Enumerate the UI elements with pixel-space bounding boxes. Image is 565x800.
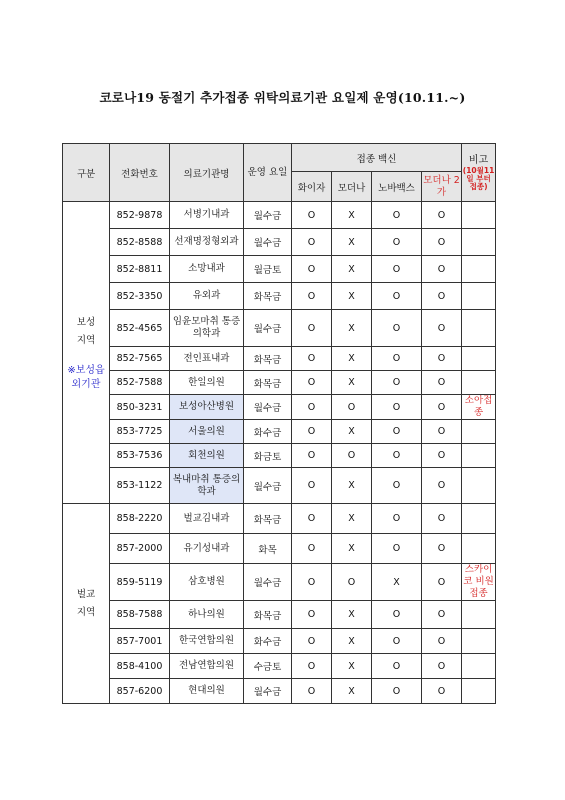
moderna-mark: X (332, 629, 372, 654)
pfizer-mark: O (292, 504, 332, 534)
novavax-mark: O (372, 654, 422, 679)
moderna-mark: X (332, 202, 372, 229)
moderna-mark: O (332, 564, 372, 601)
pfizer-mark: O (292, 310, 332, 347)
remark-cell (462, 601, 496, 629)
novavax-mark: O (372, 347, 422, 371)
moderna-bivalent-mark: O (422, 371, 462, 395)
table-row (63, 504, 496, 534)
table-row (63, 347, 496, 371)
remark-cell (462, 468, 496, 504)
moderna-mark: X (332, 229, 372, 256)
days-cell: 월수금 (244, 395, 292, 420)
table-row (63, 444, 496, 468)
remark-cell (462, 629, 496, 654)
clinic-name-cell: 소망내과 (170, 256, 244, 283)
novavax-mark: O (372, 601, 422, 629)
remark-cell (462, 347, 496, 371)
clinic-name-cell: 회천의원 (170, 444, 244, 468)
header-moderna-bivalent: 모더나 2가 (422, 172, 462, 202)
moderna-mark: O (332, 444, 372, 468)
region-cell (63, 504, 110, 704)
clinic-name-cell: 선재명정형외과 (170, 229, 244, 256)
pfizer-mark: O (292, 202, 332, 229)
moderna-bivalent-mark: O (422, 229, 462, 256)
phone-cell: 858-4100 (110, 654, 170, 679)
days-cell: 화목금 (244, 347, 292, 371)
clinic-name-cell: 한일의원 (170, 371, 244, 395)
phone-cell: 852-7565 (110, 347, 170, 371)
days-cell: 월금토 (244, 256, 292, 283)
novavax-mark: O (372, 534, 422, 564)
moderna-bivalent-mark: O (422, 395, 462, 420)
days-cell: 화수금 (244, 420, 292, 444)
clinic-name-cell: 유외과 (170, 283, 244, 310)
table-row (63, 202, 496, 229)
moderna-mark: X (332, 534, 372, 564)
novavax-mark: O (372, 468, 422, 504)
header-novavax: 노바백스 (372, 172, 422, 202)
pfizer-mark: O (292, 229, 332, 256)
remark-cell (462, 654, 496, 679)
remark-cell (462, 256, 496, 283)
moderna-bivalent-mark: O (422, 654, 462, 679)
pfizer-mark: O (292, 679, 332, 704)
moderna-bivalent-mark: O (422, 256, 462, 283)
table-row (63, 679, 496, 704)
moderna-bivalent-mark: O (422, 504, 462, 534)
novavax-mark: O (372, 310, 422, 347)
pfizer-mark: O (292, 468, 332, 504)
moderna-bivalent-mark: O (422, 310, 462, 347)
days-cell: 화목금 (244, 283, 292, 310)
header-clinic: 의료기관명 (170, 144, 244, 202)
table-header (63, 144, 496, 202)
pfizer-mark: O (292, 371, 332, 395)
clinic-name-cell: 전인표내과 (170, 347, 244, 371)
remark-cell (462, 283, 496, 310)
novavax-mark: O (372, 256, 422, 283)
header-pfizer: 화이자 (292, 172, 332, 202)
novavax-mark: O (372, 679, 422, 704)
days-cell: 월수금 (244, 310, 292, 347)
table-row (63, 256, 496, 283)
clinic-name-cell: 복내마취 통증의학과 (170, 468, 244, 504)
days-cell: 월수금 (244, 679, 292, 704)
novavax-mark: O (372, 395, 422, 420)
days-cell: 월수금 (244, 468, 292, 504)
clinic-name-cell: 삼호병원 (170, 564, 244, 601)
region-name: 벌교 지역 (76, 588, 96, 618)
header-vaccine-group: 접종 백신 (292, 144, 462, 172)
clinic-name-cell: 벌교김내과 (170, 504, 244, 534)
clinic-name-cell: 보성아산병원 (170, 395, 244, 420)
novavax-mark: O (372, 371, 422, 395)
moderna-mark: X (332, 283, 372, 310)
header-moderna: 모더나 (332, 172, 372, 202)
phone-cell: 852-3350 (110, 283, 170, 310)
region-note: ※보성읍 외기관 (67, 364, 105, 390)
pfizer-mark: O (292, 347, 332, 371)
remark-cell (462, 679, 496, 704)
pfizer-mark: O (292, 256, 332, 283)
table-row (63, 310, 496, 347)
region-cell (63, 202, 110, 504)
phone-cell: 852-8811 (110, 256, 170, 283)
table-row (63, 395, 496, 420)
table-row (63, 468, 496, 504)
header-region: 구분 (63, 144, 110, 202)
phone-cell: 857-6200 (110, 679, 170, 704)
pfizer-mark: O (292, 395, 332, 420)
clinic-name-cell: 현대의원 (170, 679, 244, 704)
table-row (63, 654, 496, 679)
moderna-mark: X (332, 468, 372, 504)
phone-cell: 852-8588 (110, 229, 170, 256)
moderna-bivalent-mark: O (422, 534, 462, 564)
days-cell: 월수금 (244, 229, 292, 256)
moderna-bivalent-mark: O (422, 202, 462, 229)
moderna-bivalent-mark: O (422, 283, 462, 310)
clinic-name-cell: 전남연합의원 (170, 654, 244, 679)
header-phone: 전화번호 (110, 144, 170, 202)
phone-cell: 857-7001 (110, 629, 170, 654)
remark-cell (462, 310, 496, 347)
days-cell: 화목금 (244, 371, 292, 395)
clinic-name-cell: 유기성내과 (170, 534, 244, 564)
novavax-mark: X (372, 564, 422, 601)
table-row (63, 229, 496, 256)
pfizer-mark: O (292, 601, 332, 629)
clinic-name-cell: 한국연합의원 (170, 629, 244, 654)
days-cell: 화목금 (244, 504, 292, 534)
days-cell: 수금토 (244, 654, 292, 679)
pfizer-mark: O (292, 420, 332, 444)
region-name: 보성 지역 (76, 316, 96, 346)
days-cell: 화수금 (244, 629, 292, 654)
remark-cell (462, 229, 496, 256)
moderna-mark: O (332, 395, 372, 420)
phone-cell: 850-3231 (110, 395, 170, 420)
table-body (63, 202, 496, 704)
moderna-mark: X (332, 256, 372, 283)
phone-cell: 852-9878 (110, 202, 170, 229)
table-row (63, 534, 496, 564)
phone-cell: 858-2220 (110, 504, 170, 534)
header-remark-label: 비고 (468, 154, 489, 166)
moderna-mark: X (332, 420, 372, 444)
table-row (63, 629, 496, 654)
pfizer-mark: O (292, 564, 332, 601)
page-title: 코로나19 동절기 추가접종 위탁의료기관 요일제 운영(10.11.~) (99, 90, 466, 105)
remark-cell (462, 504, 496, 534)
clinic-name-cell: 임윤모마취 통증의학과 (170, 310, 244, 347)
pfizer-mark: O (292, 654, 332, 679)
moderna-bivalent-mark: O (422, 347, 462, 371)
moderna-mark: X (332, 504, 372, 534)
days-cell: 화목금 (244, 601, 292, 629)
phone-cell: 852-4565 (110, 310, 170, 347)
phone-cell: 853-7725 (110, 420, 170, 444)
phone-cell: 857-2000 (110, 534, 170, 564)
moderna-bivalent-mark: O (422, 444, 462, 468)
clinic-schedule-table (62, 143, 496, 704)
header-remark-note: (10월11일 부터 접종) (462, 165, 495, 191)
remark-cell (462, 371, 496, 395)
phone-cell: 853-7536 (110, 444, 170, 468)
days-cell: 화목 (244, 534, 292, 564)
table-row (63, 420, 496, 444)
moderna-mark: X (332, 347, 372, 371)
pfizer-mark: O (292, 534, 332, 564)
table-row (63, 283, 496, 310)
phone-cell: 853-1122 (110, 468, 170, 504)
moderna-mark: X (332, 679, 372, 704)
moderna-bivalent-mark: O (422, 601, 462, 629)
pfizer-mark: O (292, 629, 332, 654)
table-row (63, 564, 496, 601)
table-row (63, 371, 496, 395)
novavax-mark: O (372, 504, 422, 534)
phone-cell: 858-7588 (110, 601, 170, 629)
days-cell: 월수금 (244, 202, 292, 229)
novavax-mark: O (372, 283, 422, 310)
remark-cell (462, 202, 496, 229)
novavax-mark: O (372, 420, 422, 444)
novavax-mark: O (372, 629, 422, 654)
clinic-name-cell: 하나의원 (170, 601, 244, 629)
days-cell: 화금토 (244, 444, 292, 468)
moderna-bivalent-mark: O (422, 629, 462, 654)
remark-cell (462, 420, 496, 444)
remark-cell (462, 534, 496, 564)
pfizer-mark: O (292, 444, 332, 468)
header-remark (462, 144, 496, 202)
novavax-mark: O (372, 229, 422, 256)
moderna-mark: X (332, 310, 372, 347)
moderna-bivalent-mark: O (422, 564, 462, 601)
remark-cell (462, 444, 496, 468)
remark-cell: 스카이코 비원접종 (463, 564, 494, 599)
pfizer-mark: O (292, 283, 332, 310)
remark-cell: 소아접종 (462, 395, 496, 420)
moderna-bivalent-mark: O (422, 468, 462, 504)
phone-cell: 852-7588 (110, 371, 170, 395)
moderna-mark: X (332, 601, 372, 629)
header-days: 운영 요일 (244, 144, 292, 202)
clinic-name-cell: 서병기내과 (170, 202, 244, 229)
clinic-name-cell: 서울의원 (170, 420, 244, 444)
moderna-bivalent-mark: O (422, 420, 462, 444)
days-cell: 월수금 (244, 564, 292, 601)
moderna-bivalent-mark: O (422, 679, 462, 704)
table-row (63, 601, 496, 629)
moderna-mark: X (332, 371, 372, 395)
novavax-mark: O (372, 444, 422, 468)
novavax-mark: O (372, 202, 422, 229)
phone-cell: 859-5119 (110, 564, 170, 601)
moderna-mark: X (332, 654, 372, 679)
